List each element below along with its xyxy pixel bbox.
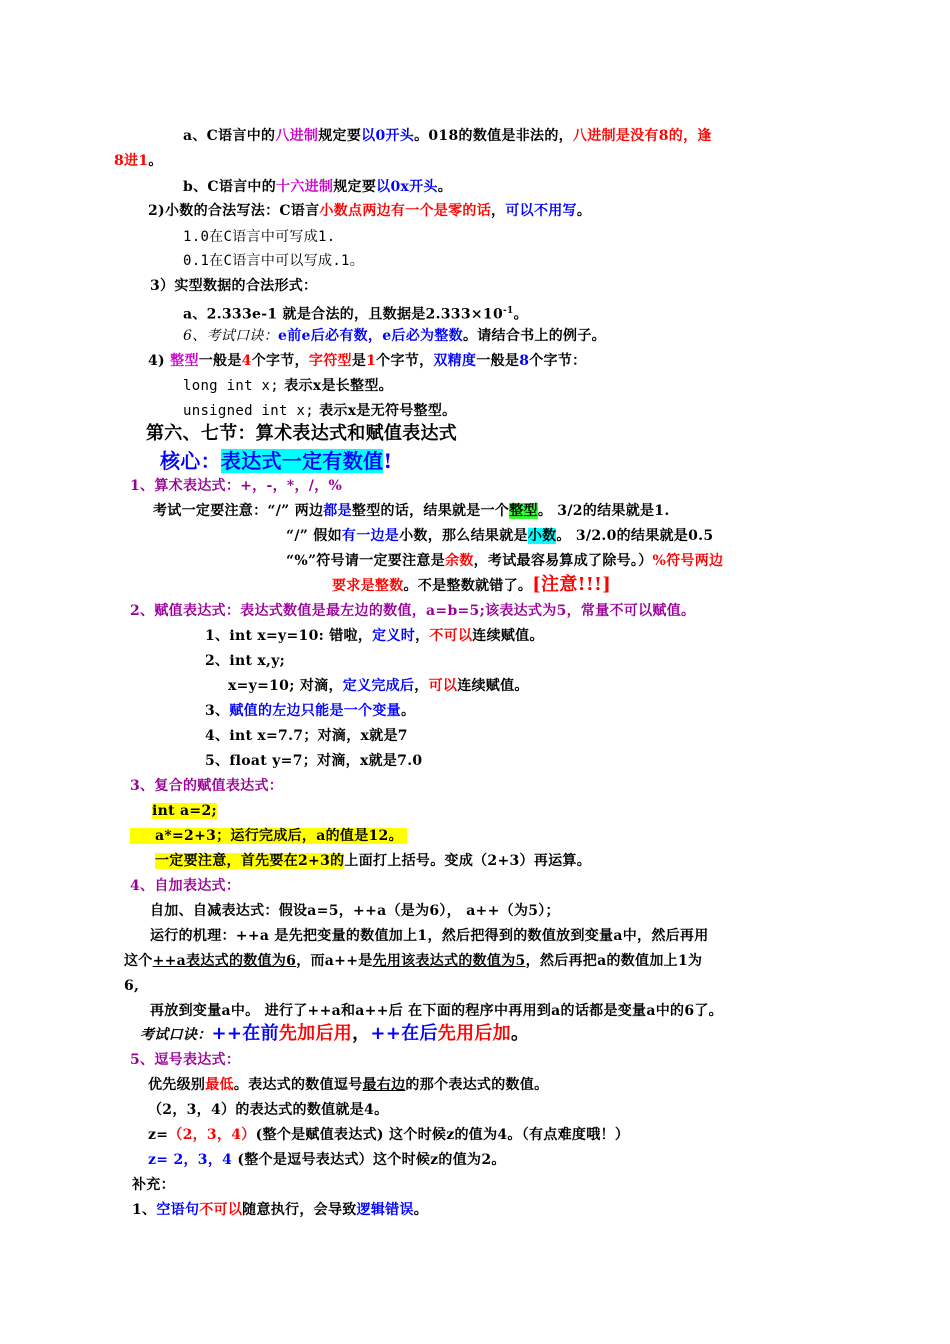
section-heading: 第六、七节：算术表达式和赋值表达式: [146, 423, 458, 444]
comma-heading: 5、逗号表达式：: [130, 1052, 241, 1068]
line-unsigned-int: unsigned int x; 表示x是无符号整型。: [183, 403, 457, 419]
line-compound-2: a*=2+3；运行完成后，a的值是12。: [130, 826, 407, 846]
line-assign-3: 3、赋值的左边只能是一个变量。: [205, 703, 416, 719]
line-type-sizes: 4) 整型一般是4个字节，字符型是1个字节，双精度一般是8个字节：: [148, 353, 587, 369]
line-division-float: “/” 假如有一边是小数，那么结果就是小数。 3/2.0的结果就是0.5: [286, 528, 714, 544]
line-increment-mnemonic: 考试口诀：++在前先加后用，++在后先用后加。: [140, 1023, 530, 1044]
line-assign-2b: x=y=10; 对滴，定义完成后，可以连续赋值。: [228, 678, 529, 694]
line-comma-4: z= 2，3，4 (整个是逗号表达式）这个时候z的值为2。: [148, 1152, 506, 1168]
line-hex: b、C语言中的十六进制规定要以0x开头。: [183, 179, 453, 195]
line-mnemonic-e: 6、考试口诀：e前e后必有数，e后必为整数。请结合书上的例子。: [183, 328, 606, 344]
arithmetic-heading: 1、算术表达式：+，-，*，/，%: [130, 478, 343, 494]
assignment-heading: 2、赋值表达式：表达式数值是最左边的数值，a=b=5;该表达式为5，常量不可以赋值。: [130, 603, 696, 619]
line-supplement-1: 1、空语句不可以随意执行，会导致逻辑错误。: [132, 1202, 429, 1218]
line-modulo: “%”符号请一定要注意是余数，考试最容易算成了除号。）%符号两边: [286, 553, 724, 569]
line-increment-4: 6,: [124, 978, 140, 994]
line-assign-2: 2、int x,y;: [205, 653, 286, 669]
line-increment-5: 再放到变量a中。 进行了++a和a++后 在下面的程序中再用到a的话都是变量a中的6了。: [150, 1003, 723, 1019]
line-octal: a、C语言中的八进制规定要以0开头。018的数值是非法的，八进制是没有8的，逢: [183, 128, 712, 144]
line-example-1: 1.0在C语言中可写成1.: [183, 229, 336, 245]
core-heading: 核心：表达式一定有数值!: [160, 449, 393, 473]
line-decimal: 2)小数的合法写法：C语言小数点两边有一个是零的话，可以不用写。: [148, 203, 592, 219]
line-modulo-cont: 要求是整数。不是整数就错了。[注意!!!]: [332, 574, 612, 595]
line-increment-3: 这个++a表达式的数值为6，而a++是先用该表达式的数值为5，然后再把a的数值加上1为: [124, 953, 703, 969]
line-increment-2: 运行的机理：++a 是先把变量的数值加上1，然后把得到的数值放到变量a中，然后再用: [150, 928, 709, 944]
line-increment-1: 自加、自减表达式：假设a=5，++a（是为6）， a++（为5）；: [150, 903, 560, 919]
line-division-int: 考试一定要注意：“/” 两边都是整型的话，结果就是一个整型。 3/2的结果就是1.: [153, 503, 670, 519]
line-example-2: 0.1在C语言中可以写成.1。: [183, 253, 365, 269]
line-comma-3: z=（2，3，4）(整个是赋值表达式) 这个时候z的值为4。（有点难度哦！）: [148, 1127, 630, 1143]
line-assign-5: 5、float y=7；对滴，x就是7.0: [205, 753, 423, 769]
compound-heading: 3、复合的赋值表达式：: [130, 778, 284, 794]
line-comma-2: （2，3，4）的表达式的数值就是4。: [148, 1102, 389, 1118]
line-real-example: a、2.333e-1 就是合法的，且数据是$2.333\times 10^{-1}$。: [183, 306, 528, 323]
line-assign-1: 1、int x=y=10: 错啦，定义时，不可以连续赋值。: [205, 628, 544, 644]
line-long-int: long int x; 表示x是长整型。: [183, 378, 393, 394]
line-real-type: 3）实型数据的合法形式：: [150, 278, 318, 294]
line-compound-1: int a=2;: [152, 803, 217, 819]
increment-heading: 4、自加表达式：: [130, 878, 241, 894]
line-comma-1: 优先级别最低。表达式的数值逗号最右边的那个表达式的数值。: [148, 1077, 549, 1093]
line-assign-4: 4、int x=7.7；对滴，x就是7: [205, 728, 408, 744]
line-compound-note: 一定要注意，首先要在2+3的上面打上括号。变成（2+3）再运算。: [155, 853, 592, 869]
supplement-heading: 补充：: [132, 1177, 175, 1193]
line-octal-cont: 8进1。: [114, 153, 163, 169]
